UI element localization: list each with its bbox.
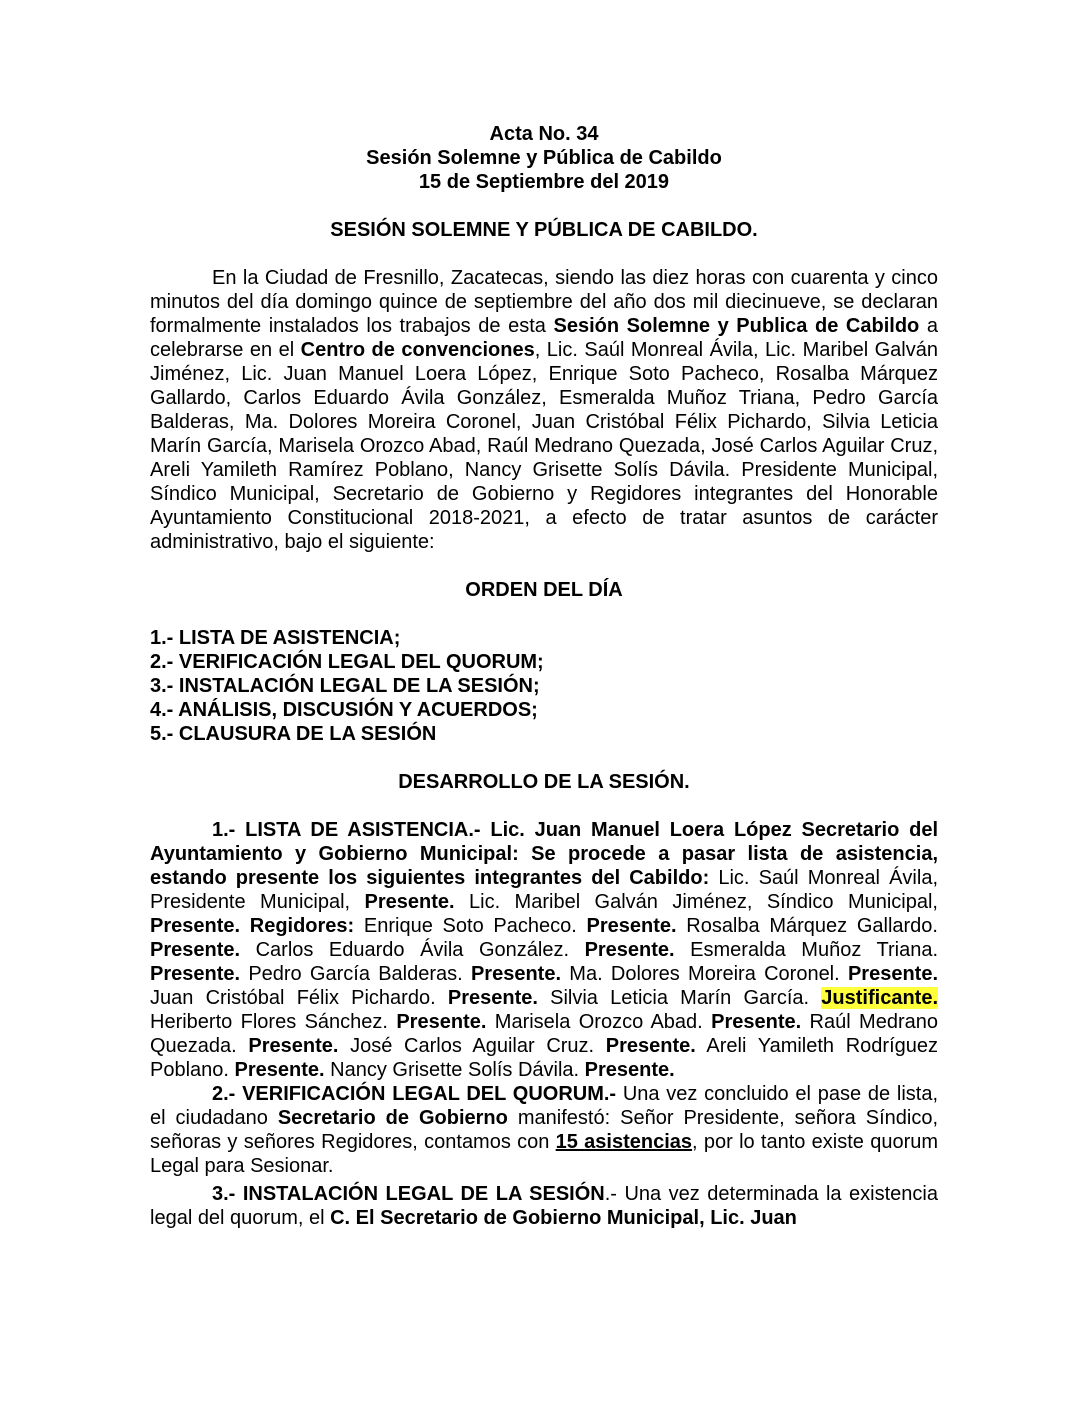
- status: Presente.: [234, 1059, 325, 1081]
- intro-bold: Centro de convenciones: [300, 339, 535, 361]
- asistencia-heading: 1.- LISTA DE ASISTENCIA.- Lic. Juan Manuel Loera López Secretario del Ayuntamiento y Gobierno Municipal: Se procede a pasar lista de asistencia, estando presente los siguientes integrantes del Cabildo:: [150, 819, 938, 889]
- document-header: [150, 122, 938, 194]
- text: Ma. Dolores Moreira Coronel.: [561, 963, 848, 985]
- orden-title: ORDEN DEL DÍA: [465, 579, 623, 601]
- orden-list: [150, 626, 938, 746]
- text: Enrique Soto Pacheco.: [354, 915, 587, 937]
- status: Presente.: [447, 987, 538, 1009]
- intro-bold: Sesión Solemne y Publica de Cabildo: [553, 315, 920, 337]
- orden-item: 5.- CLAUSURA DE LA SESIÓN: [150, 723, 437, 745]
- document-page: [150, 122, 938, 1230]
- status: Presente. Regidores:: [150, 915, 355, 937]
- status: Presente.: [584, 1059, 675, 1081]
- quorum-heading: 2.- VERIFICACIÓN LEGAL DEL QUORUM.-: [212, 1083, 617, 1105]
- status: Presente.: [396, 1011, 487, 1033]
- status: Presente.: [847, 963, 939, 985]
- orden-item: 2.- VERIFICACIÓN LEGAL DEL QUORUM;: [150, 651, 544, 673]
- asistencia-paragraph: [150, 818, 938, 1082]
- text: Carlos Eduardo Ávila González.: [240, 939, 585, 961]
- intro-text: a celebrarse en el: [150, 315, 938, 361]
- text: , por lo tanto existe quorum Legal para Sesionar.: [150, 1131, 939, 1177]
- text: Juan Cristóbal Félix Pichardo.: [150, 987, 448, 1009]
- status: Presente.: [470, 963, 562, 985]
- text: Raúl Medrano Quezada.: [150, 1011, 938, 1057]
- desarrollo-title: DESARROLLO DE LA SESIÓN.: [398, 771, 690, 793]
- instalacion-paragraph: [150, 1182, 938, 1230]
- intro-text: En la Ciudad de Fresnillo, Zacatecas, siendo las diez horas con cuarenta y cinco minutos del día domingo quince de septiembre del año dos mil diecinueve, se declaran formalmente instalados los trabajos de esta: [150, 267, 938, 337]
- text: Rosalba Márquez Gallardo.: [676, 915, 938, 937]
- session-type: Sesión Solemne y Pública de Cabildo: [366, 147, 722, 169]
- text: Areli Yamileth Rodríguez Poblano.: [150, 1035, 938, 1081]
- status: Presente.: [150, 939, 241, 961]
- status: Presente.: [248, 1035, 339, 1057]
- orden-item: 3.- INSTALACIÓN LEGAL DE LA SESIÓN;: [150, 675, 540, 697]
- orden-item: 4.- ANÁLISIS, DISCUSIÓN Y ACUERDOS;: [150, 699, 538, 721]
- text: Nancy Grisette Solís Dávila.: [324, 1059, 585, 1081]
- text: Pedro García Balderas.: [240, 963, 471, 985]
- text: Lic. Maribel Galván Jiménez, Síndico Municipal,: [454, 891, 938, 913]
- justificante-highlight: Justificante.: [821, 987, 938, 1009]
- acta-number: Acta No. 34: [489, 123, 599, 145]
- status: Presente.: [150, 963, 241, 985]
- text: Una vez concluido el pase de lista, el ciudadano: [150, 1083, 939, 1129]
- text: Silvia Leticia Marín García.: [537, 987, 822, 1009]
- text: Lic. Saúl Monreal Ávila, Presidente Municipal,: [150, 867, 939, 913]
- intro-text: , Lic. Saúl Monreal Ávila, Lic. Maribel Galván Jiménez, Lic. Juan Manuel Loera López, Enrique Soto Pacheco, Rosalba Márquez Gallardo, Carlos Eduardo Ávila González, Esmeralda Muñoz Triana, Pedro García Balderas, Ma. Dolores Moreira Coronel, Juan Cristóbal Félix Pichardo, Silvia Leticia Marín García, Marisela Orozco Abad, Raúl Medrano Quezada, José Carlos Aguilar Cruz, Areli Yamileth Ramírez Poblano, Nancy Grisette Solís Dávila. Presidente Municipal, Síndico Municipal, Secretario de Gobierno y Regidores integrantes del Honorable Ayuntamiento Constitucional 2018-2021, a efecto de tratar asuntos de carácter administrativo, bajo el siguiente:: [150, 339, 938, 553]
- intro-paragraph: [150, 266, 938, 554]
- quorum-paragraph: [150, 1082, 938, 1178]
- session-title: SESIÓN SOLEMNE Y PÚBLICA DE CABILDO.: [330, 219, 758, 241]
- text: Esmeralda Muñoz Triana.: [674, 939, 939, 961]
- orden-item: 1.- LISTA DE ASISTENCIA;: [150, 627, 401, 649]
- instalacion-heading: 3.- INSTALACIÓN LEGAL DE LA SESIÓN: [212, 1183, 605, 1205]
- text: Heriberto Flores Sánchez.: [150, 1011, 397, 1033]
- status: Presente.: [364, 891, 455, 913]
- session-date: 15 de Septiembre del 2019: [418, 171, 670, 193]
- status: Presente.: [605, 1035, 696, 1057]
- text: manifestó: Señor Presidente, señora Síndico, señoras y señores Regidores, contamos con: [150, 1107, 939, 1153]
- asistencias-count: 15 asistencias: [555, 1131, 693, 1153]
- status: Presente.: [584, 939, 675, 961]
- bold-text: C. El Secretario de Gobierno Municipal, Lic. Juan: [330, 1207, 797, 1229]
- bold-text: Secretario de Gobierno: [277, 1107, 508, 1129]
- status: Presente.: [586, 915, 677, 937]
- text: .- Una vez determinada la existencia legal del quorum, el: [150, 1183, 938, 1229]
- status: Presente.: [711, 1011, 802, 1033]
- text: Marisela Orozco Abad.: [486, 1011, 712, 1033]
- text: José Carlos Aguilar Cruz.: [338, 1035, 606, 1057]
